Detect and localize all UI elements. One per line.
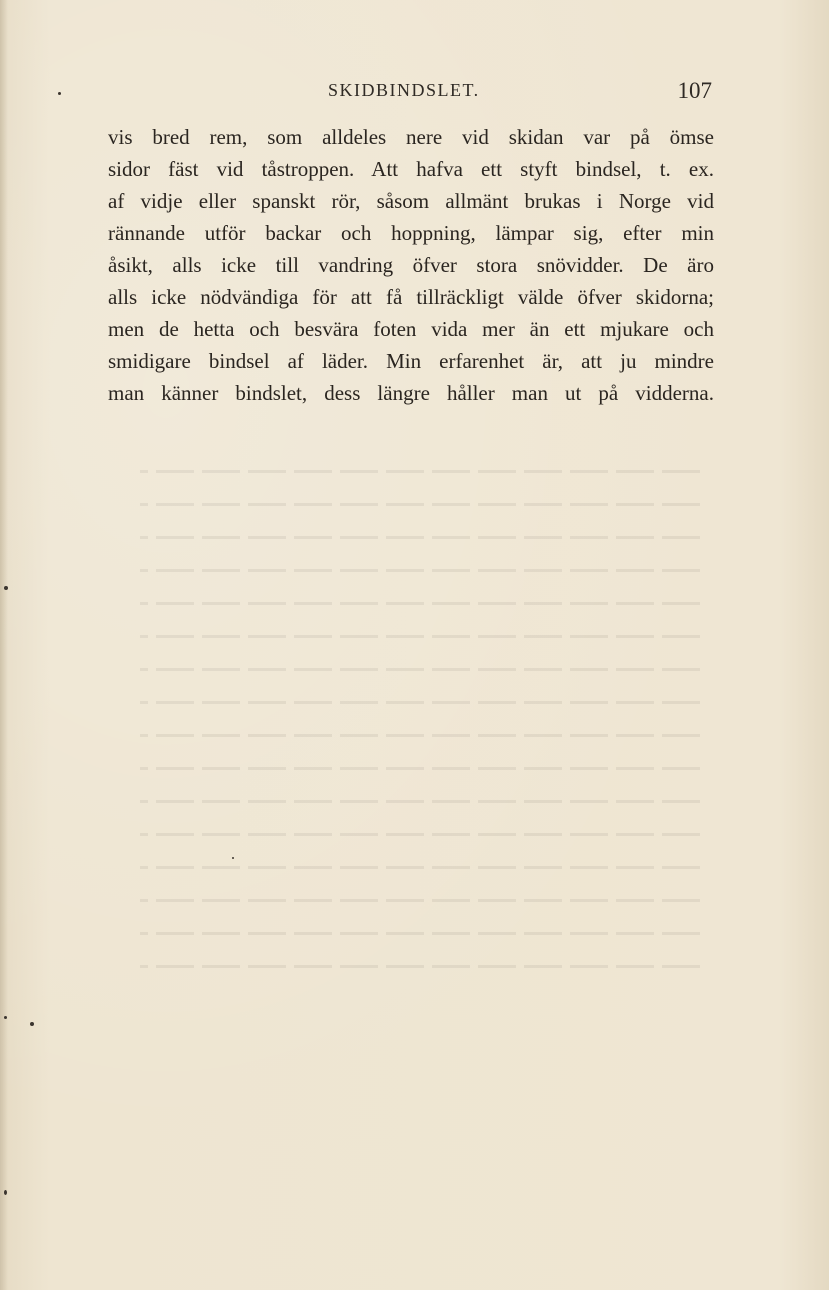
body-paragraph bbox=[108, 121, 714, 409]
show-through-line bbox=[140, 569, 700, 572]
text-line: rännande utför backar och hoppning, lämpar sig, efter min bbox=[108, 221, 714, 245]
ink-speck bbox=[4, 1016, 7, 1019]
text-line: smidigare bindsel af läder. Min erfarenhet är, att ju mindre bbox=[108, 349, 714, 373]
running-head bbox=[108, 78, 712, 106]
show-through-line bbox=[140, 800, 700, 803]
show-through-line bbox=[140, 899, 700, 902]
running-title: SKIDBINDSLET. bbox=[328, 80, 480, 100]
text-line: af vidje eller spanskt rör, såsom allmänt brukas i Norge vid bbox=[108, 189, 714, 213]
page-gutter-shadow bbox=[0, 0, 8, 1290]
ink-speck bbox=[232, 857, 234, 859]
show-through-line bbox=[140, 965, 700, 968]
show-through-line bbox=[140, 767, 700, 770]
page-number: 107 bbox=[677, 78, 712, 103]
text-line: sidor fäst vid tåstroppen. Att hafva ett styft bindsel, t. ex. bbox=[108, 157, 714, 181]
show-through-line bbox=[140, 536, 700, 539]
text-line: man känner bindslet, dess längre håller man ut på vidderna. bbox=[108, 381, 714, 405]
show-through-line bbox=[140, 668, 700, 671]
show-through-line bbox=[140, 635, 700, 638]
text-line: åsikt, alls icke till vandring öfver stora snövidder. De äro bbox=[108, 253, 714, 277]
show-through-text bbox=[140, 440, 700, 1040]
ink-speck bbox=[30, 1022, 34, 1026]
text-line: vis bred rem, som alldeles nere vid skidan var på ömse bbox=[108, 125, 714, 149]
text-line: men de hetta och besvära foten vida mer än ett mjukare och bbox=[108, 317, 714, 341]
text-line: alls icke nödvändiga för att få tillräckligt välde öfver skidorna; bbox=[108, 285, 714, 309]
show-through-line bbox=[140, 701, 700, 704]
ink-speck bbox=[4, 586, 8, 590]
show-through-line bbox=[140, 470, 700, 473]
show-through-line bbox=[140, 503, 700, 506]
show-through-line bbox=[140, 734, 700, 737]
show-through-line bbox=[140, 602, 700, 605]
show-through-line bbox=[140, 866, 700, 869]
show-through-line bbox=[140, 833, 700, 836]
ink-speck bbox=[58, 92, 61, 95]
show-through-line bbox=[140, 932, 700, 935]
ink-speck bbox=[4, 1190, 7, 1195]
